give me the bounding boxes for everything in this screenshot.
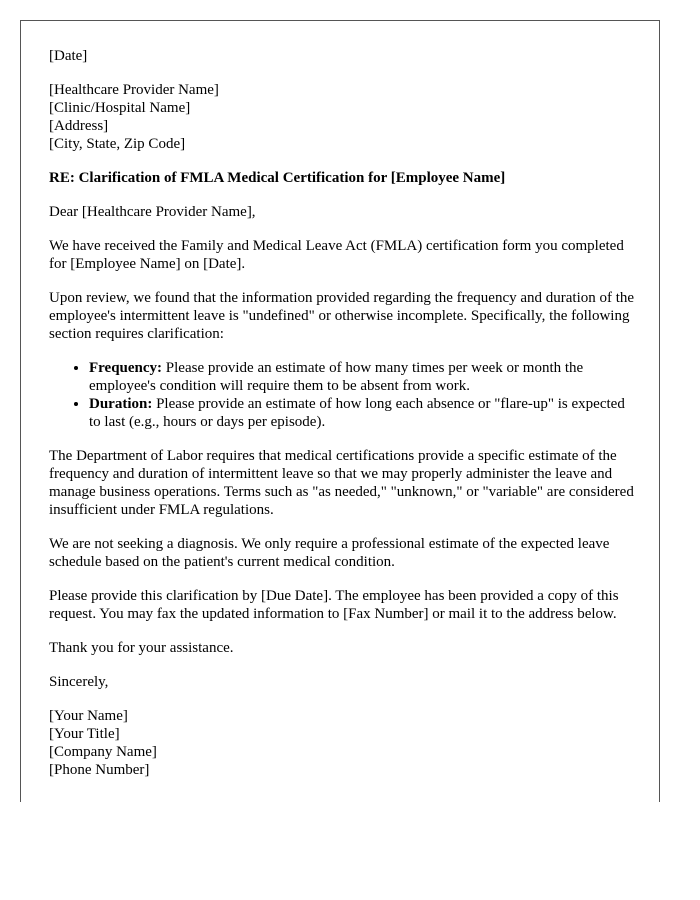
recipient-city-state-zip: [City, State, Zip Code] [49,136,186,152]
paragraph-no-diagnosis: We are not seeking a diagnosis. We only require a professional estimate of the expected leave schedule based on the patient's current medical condition. [49,536,610,570]
signer-company: [Company Name] [49,744,157,760]
duration-label: Duration: [89,396,153,412]
clarification-list [49,359,639,431]
paragraph-received: We have received the Family and Medical Leave Act (FMLA) certification form you completed for [Employee Name] on [Date]. [49,238,624,272]
paragraph-dol-requirement: The Department of Labor requires that medical certifications provide a specific estimate of the frequency and duration of intermittent leave so that we may properly administer the leave and manage business operations. Terms such as "as needed," "unknown," or "variable" are considered insufficient under FMLA regulations. [49,448,634,518]
list-item-frequency [89,359,639,395]
paragraph-thanks: Thank you for your assistance. [49,640,234,656]
paragraph-due-date: Please provide this clarification by [Due Date]. The employee has been provided a copy of this request. You may fax the updated information to [Fax Number] or mail it to the address below. [49,588,619,622]
signer-phone: [Phone Number] [49,762,150,778]
list-item-duration [89,395,639,431]
letter-date: [Date] [49,48,88,64]
salutation: Dear [Healthcare Provider Name], [49,204,256,220]
letter-page [20,20,660,802]
signer-name: [Your Name] [49,708,128,724]
frequency-text: Please provide an estimate of how many times per week or month the employee's condition will require them to be absent from work. [89,360,584,394]
signature-block [49,707,639,779]
paragraph-review: Upon review, we found that the information provided regarding the frequency and duration of the employee's intermittent leave is "undefined" or otherwise incomplete. Specifically, the following section requires clarification: [49,290,635,342]
recipient-name: [Healthcare Provider Name] [49,82,219,98]
letter-body [49,47,639,795]
frequency-label: Frequency: [89,360,163,376]
recipient-street: [Address] [49,118,109,134]
recipient-address [49,81,639,153]
closing: Sincerely, [49,674,109,690]
signer-title: [Your Title] [49,726,120,742]
recipient-organization: [Clinic/Hospital Name] [49,100,191,116]
duration-text: Please provide an estimate of how long each absence or "flare-up" is expected to last (e.g., hours or days per episode). [89,396,625,430]
subject-line: RE: Clarification of FMLA Medical Certification for [Employee Name] [49,170,506,186]
